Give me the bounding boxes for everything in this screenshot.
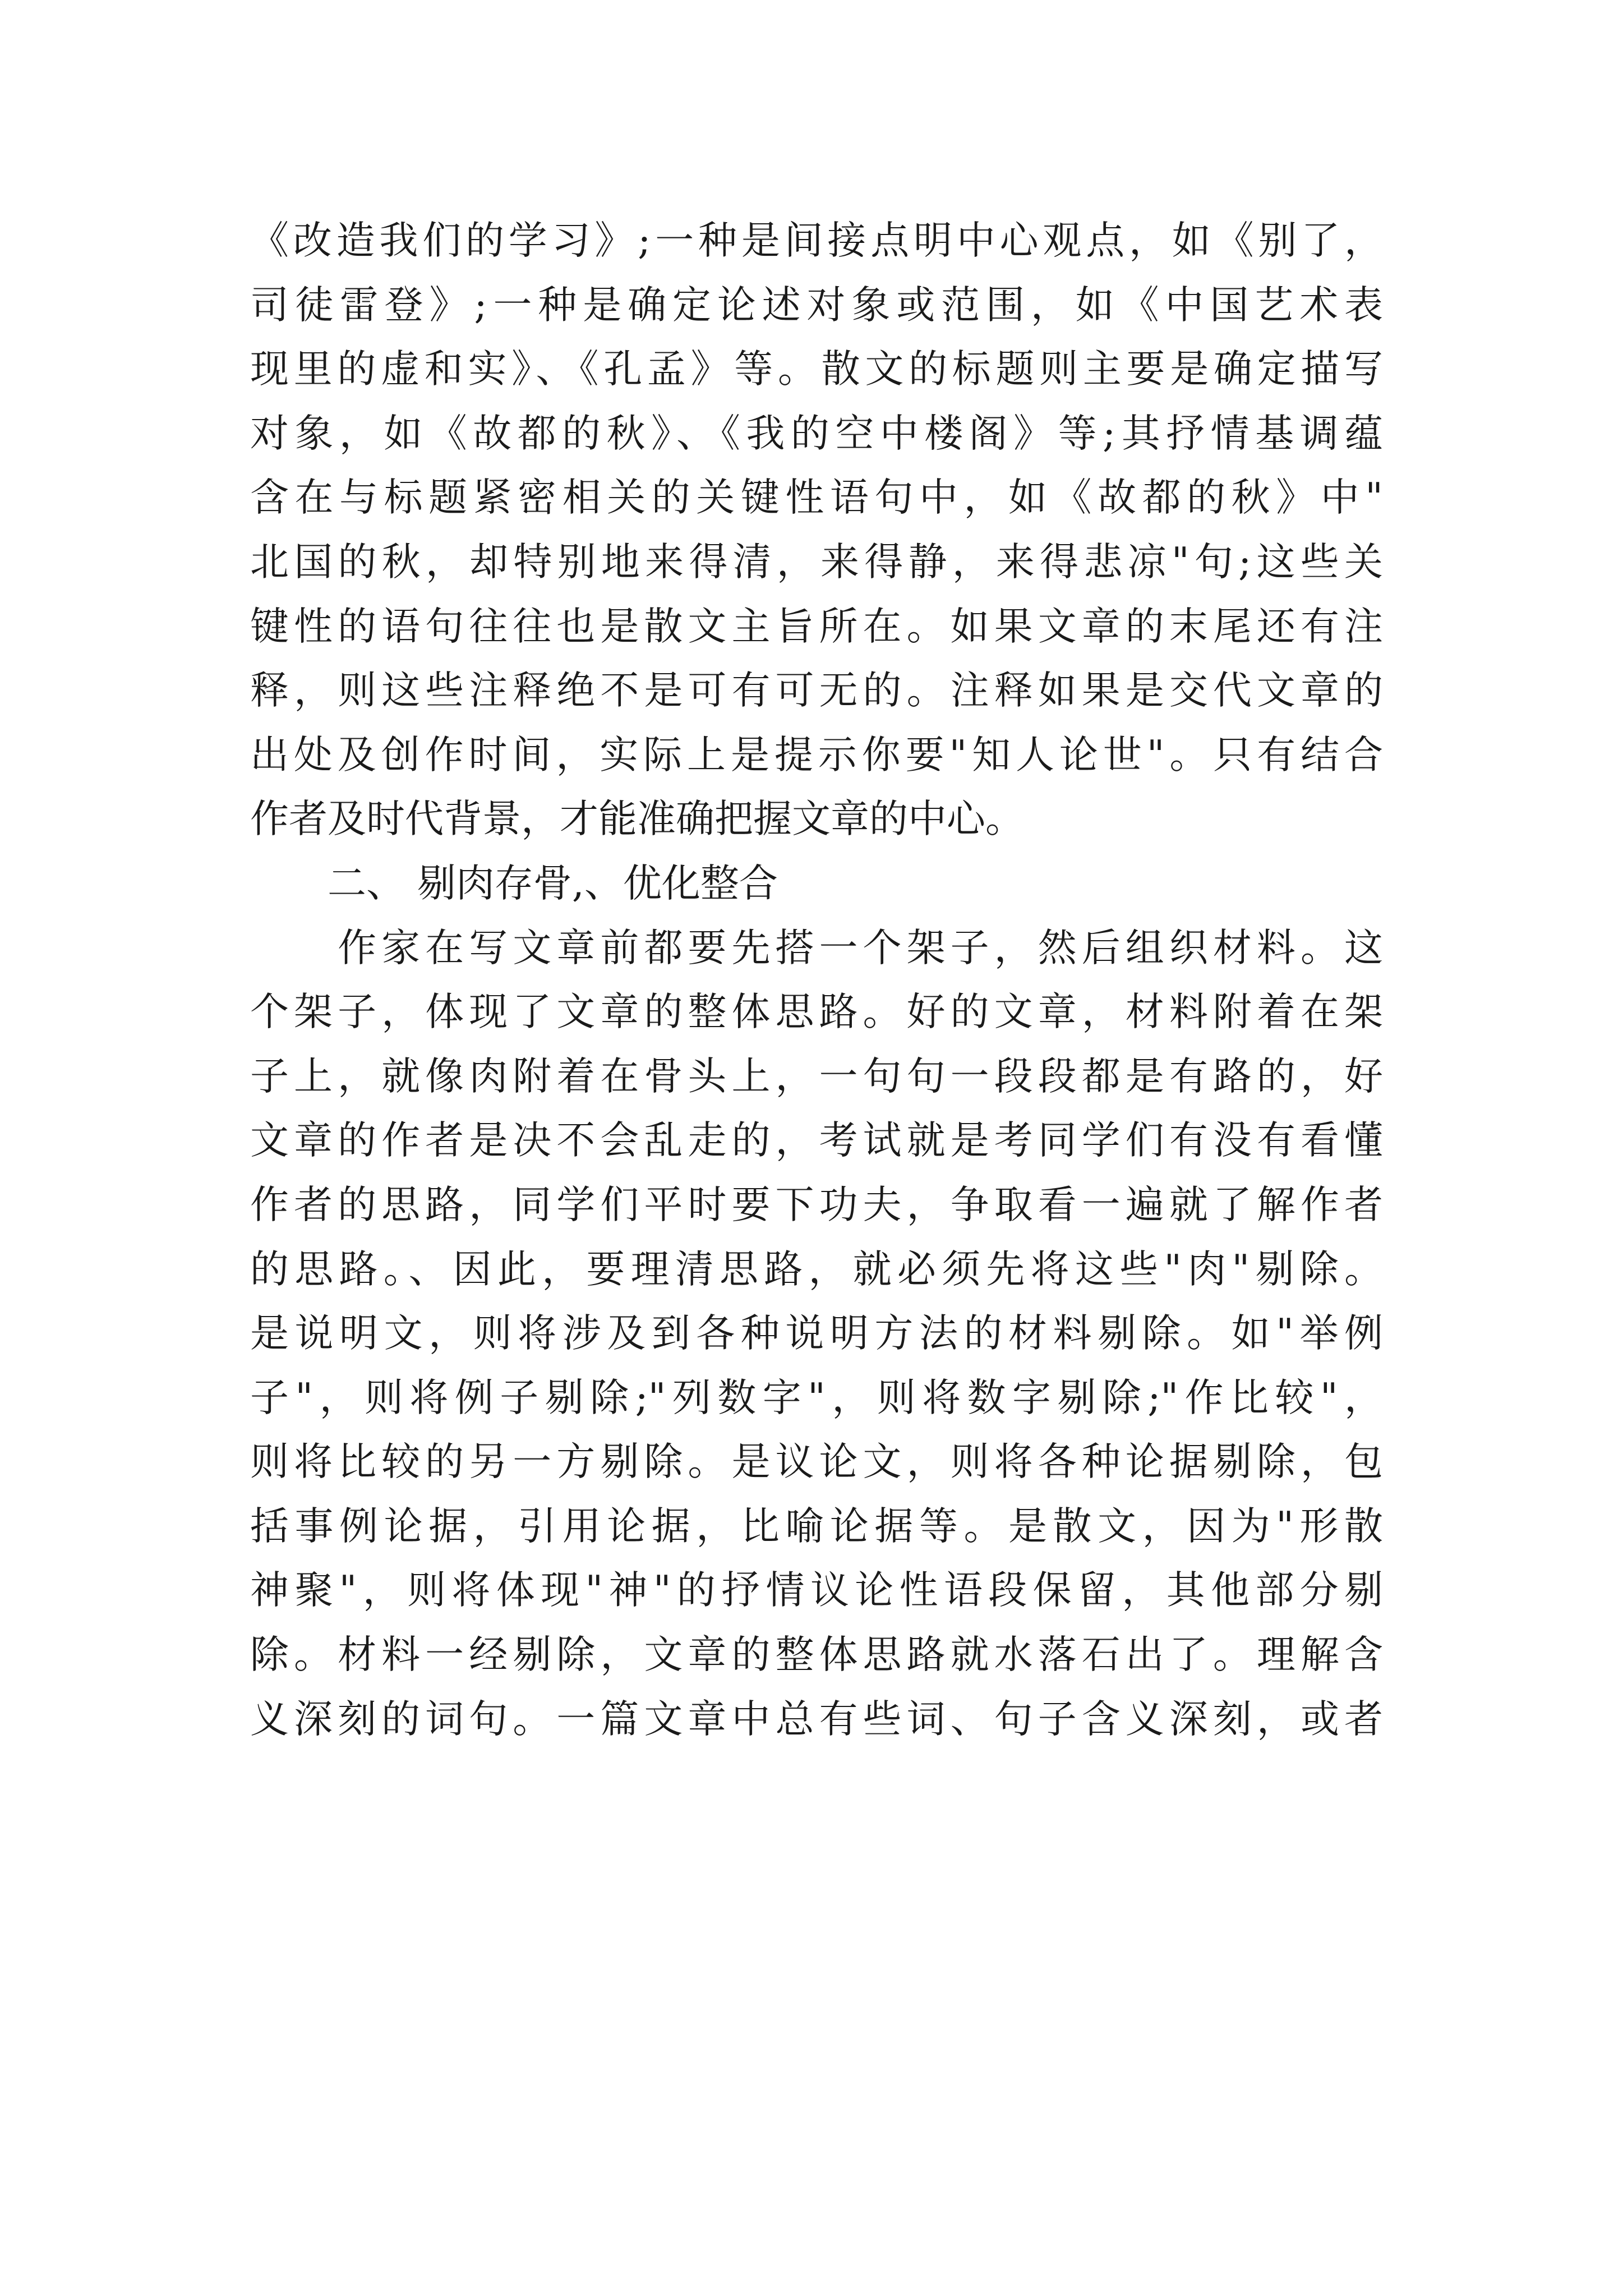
text-line: 作者的思路，同学们平时要下功夫，争取看一遍就了解作者 (250, 1182, 1383, 1227)
text-line: 作者及时代背景，才能准确把握文章的中心。 (250, 797, 1024, 842)
text-line: 文章的作者是决不会乱走的，考试就是考同学们有没有看懂 (250, 1118, 1383, 1163)
section-heading: 二、 剔肉存骨,、优化整合 (250, 861, 778, 906)
body-text (250, 209, 1383, 1751)
text-line: 是说明文，则将涉及到各种说明方法的材料剔除。如"举例 (250, 1311, 1383, 1356)
text-line: 《改造我们的学习》;一种是间接点明中心观点，如《别了， (250, 218, 1383, 263)
text-line: 神聚"，则将体现"神"的抒情议论性语段保留，其他部分剔 (250, 1568, 1383, 1613)
text-line: 作家在写文章前都要先搭一个架子，然后组织材料。这 (250, 925, 1383, 970)
text-line: 个架子，体现了文章的整体思路。好的文章，材料附着在架 (250, 990, 1383, 1035)
text-line: 则将比较的另一方剔除。是议论文，则将各种论据剔除，包 (250, 1439, 1383, 1485)
text-line: 除。材料一经剔除，文章的整体思路就水落石出了。理解含 (250, 1632, 1383, 1678)
text-line: 含在与标题紧密相关的关键性语句中，如《故都的秋》中" (250, 475, 1383, 521)
text-line: 义深刻的词句。一篇文章中总有些词、句子含义深刻，或者 (250, 1696, 1383, 1742)
text-line: 出处及创作时间，实际上是提示你要"知人论世"。只有结合 (250, 732, 1383, 777)
text-line: 的思路。、因此，要理清思路，就必须先将这些"肉"剔除。 (250, 1246, 1383, 1292)
text-line: 现里的虚和实》、《孔孟》等。散文的标题则主要是确定描写 (250, 347, 1383, 392)
text-line: 括事例论据，引用论据，比喻论据等。是散文，因为"形散 (250, 1503, 1383, 1549)
text-line: 子"，则将例子剔除;"列数字"，则将数字剔除;"作比较"， (250, 1375, 1383, 1420)
text-line: 对象，如《故都的秋》、《我的空中楼阁》等;其抒情基调蕴 (250, 411, 1383, 456)
text-line: 子上，就像肉附着在骨头上，一句句一段段都是有路的，好 (250, 1053, 1383, 1099)
text-line: 司徒雷登》;一种是确定论述对象或范围，如《中国艺术表 (250, 282, 1383, 328)
text-line: 北国的秋，却特别地来得清，来得静，来得悲凉"句;这些关 (250, 539, 1383, 585)
text-line: 键性的语句往往也是散文主旨所在。如果文章的末尾还有注 (250, 604, 1383, 649)
text-line: 释，则这些注释绝不是可有可无的。注释如果是交代文章的 (250, 668, 1383, 714)
